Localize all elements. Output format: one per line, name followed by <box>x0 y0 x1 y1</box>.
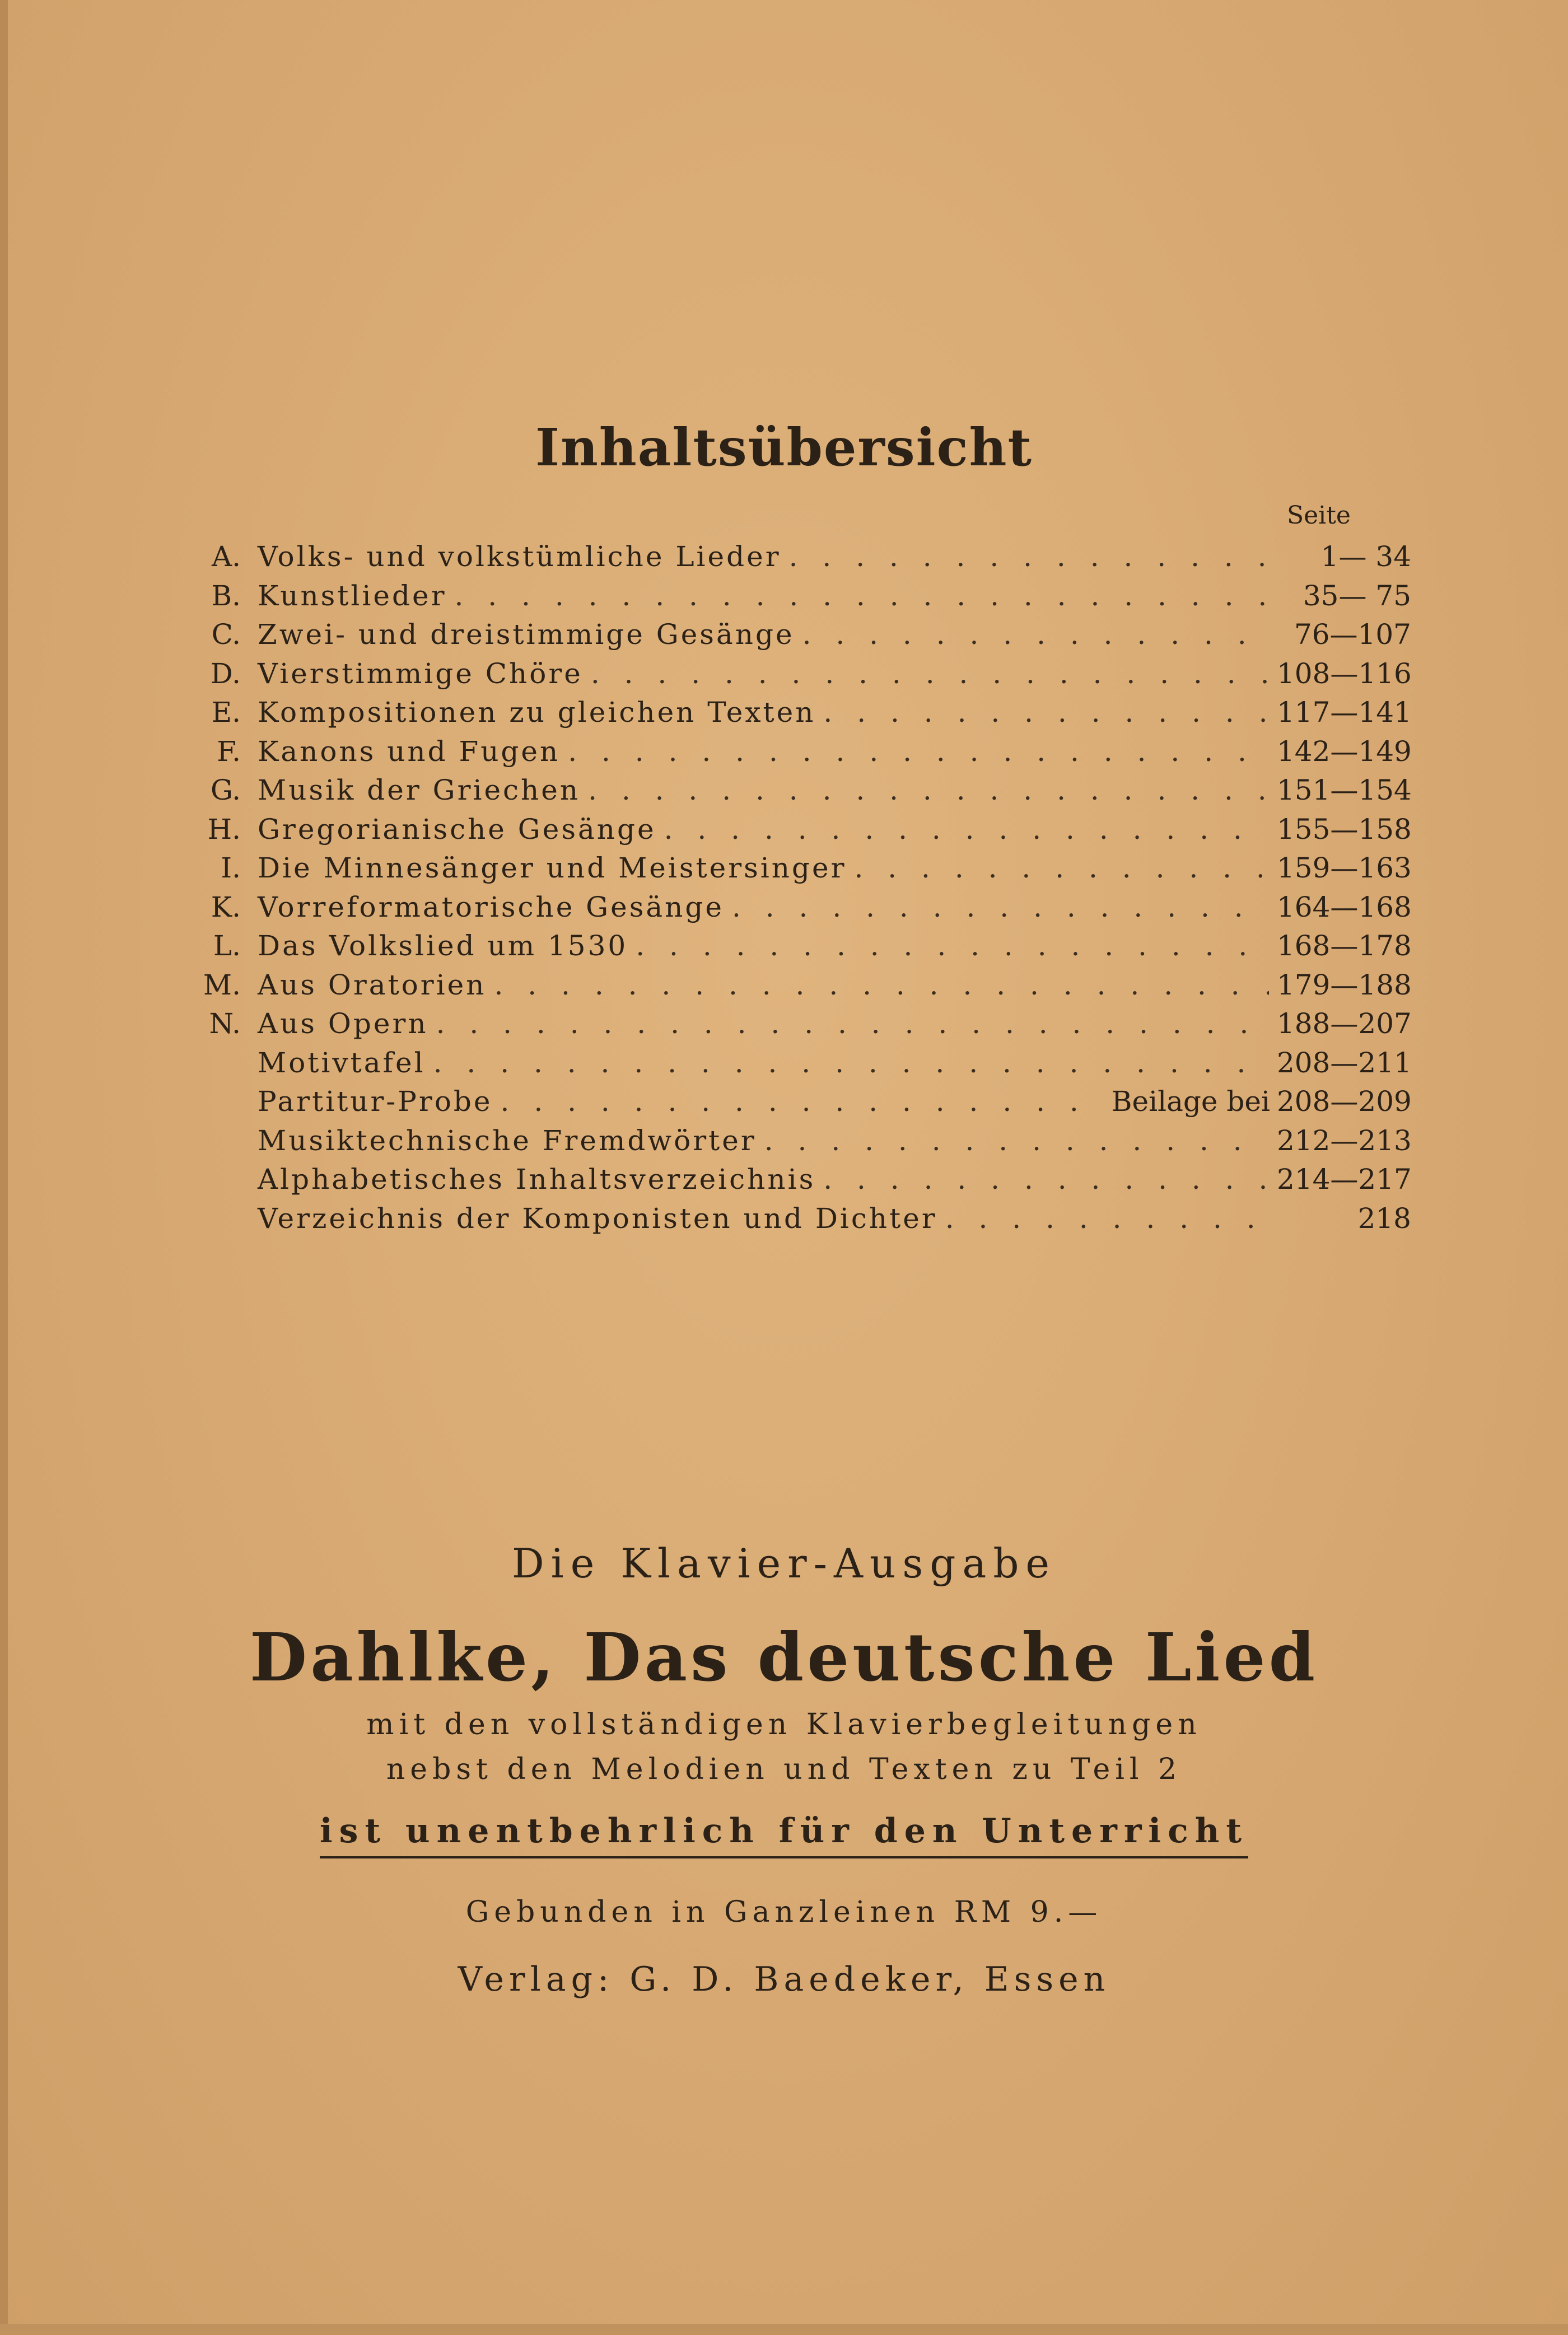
toc-title: Inhaltsübersicht <box>535 417 1033 478</box>
toc-entry-pages: 151—154 <box>1277 774 1412 806</box>
toc-entry-label: Volks- und volkstümliche Lieder <box>258 540 781 573</box>
toc-entry <box>202 655 1411 694</box>
toc-entry-label: Aus Opern <box>258 1007 428 1040</box>
toc-entry <box>202 1082 1411 1122</box>
toc-entry-label: Verzeichnis der Komponisten und Dichter <box>258 1202 937 1235</box>
toc-entry-leader-dots <box>664 810 1269 849</box>
toc-entry-label: Gregorianische Gesänge <box>258 812 656 846</box>
toc-entry <box>202 615 1411 655</box>
toc-entry-label: Kanons und Fugen <box>258 735 561 768</box>
advert-emphasis: ist unentbehrlich für den Unterricht <box>320 1811 1248 1858</box>
toc-entry-pages: 155—158 <box>1277 812 1412 846</box>
advert-subtitle-line1: mit den vollständigen Klavierbegleitungen <box>366 1708 1202 1741</box>
toc-entry-leader-dots <box>823 693 1269 732</box>
toc-entry-leader-dots <box>823 1160 1269 1199</box>
toc-entry-leader-dots <box>494 966 1269 1005</box>
toc-entry <box>202 1044 1411 1083</box>
toc-entry-letter: I. <box>221 852 241 884</box>
toc-entry-letter: K. <box>211 890 241 923</box>
toc-entry <box>202 538 1411 577</box>
toc-entry-letter: C. <box>211 618 241 651</box>
toc-entry-pages: 218 <box>1357 1202 1411 1235</box>
toc-entry-page-prefix: Beilage bei <box>1111 1085 1270 1118</box>
toc-entry-pages: 208—209 <box>1277 1085 1412 1118</box>
toc-entry-leader-dots <box>568 732 1269 772</box>
toc-entry <box>202 577 1411 616</box>
toc-entry-letter: E. <box>211 696 241 728</box>
toc-entry-label: Partitur-Probe <box>258 1085 493 1118</box>
toc-entry-label: Musik der Griechen <box>258 774 581 806</box>
toc-entry <box>202 771 1411 810</box>
toc-entry-label: Vorreformatorische Gesänge <box>258 890 724 923</box>
toc-entry-pages: 179—188 <box>1277 968 1412 1001</box>
toc-entry-letter: G. <box>210 774 241 806</box>
toc-entry <box>202 849 1411 888</box>
table-of-contents <box>202 538 1411 1238</box>
advert-emphasis-wrap <box>0 1811 1568 1858</box>
toc-entry-leader-dots <box>854 849 1269 888</box>
toc-entry-pages: 208—211 <box>1277 1046 1412 1079</box>
toc-entry-letter: N. <box>209 1007 241 1040</box>
advert-intro: Die Klavier-Ausgabe <box>511 1540 1057 1587</box>
advert-title: Dahlke, Das deutsche Lied <box>249 1618 1319 1696</box>
advert-subtitle-line2: nebst den Melodien und Texten zu Teil 2 <box>386 1753 1182 1786</box>
toc-entry-pages: 164—168 <box>1277 890 1412 923</box>
toc-entry-letter: M. <box>203 968 241 1001</box>
toc-entry <box>202 1160 1411 1199</box>
toc-entry <box>202 732 1411 772</box>
toc-entry-leader-dots <box>433 1044 1269 1083</box>
toc-entry-label: Musiktechnische Fremdwörter <box>258 1124 757 1157</box>
toc-entry-letter: H. <box>207 812 241 846</box>
toc-entry-leader-dots <box>501 1082 1104 1122</box>
toc-entry-label: Kompositionen zu gleichen Texten <box>258 696 816 728</box>
toc-entry-leader-dots <box>454 577 1269 616</box>
toc-entry-pages: 108—116 <box>1277 657 1412 690</box>
toc-entry-pages: 76—107 <box>1294 618 1411 651</box>
toc-entry-pages: 214—217 <box>1277 1163 1412 1195</box>
toc-entry <box>202 888 1411 927</box>
toc-entry-label: Kunstlieder <box>258 579 447 612</box>
toc-entry-pages: 159—163 <box>1277 852 1412 884</box>
toc-entry-label: Motivtafel <box>258 1046 426 1079</box>
toc-entry-letter: D. <box>210 657 241 690</box>
toc-entry-pages: 35— 75 <box>1303 579 1411 612</box>
toc-entry-label: Aus Oratorien <box>258 968 487 1001</box>
toc-entry <box>202 1122 1411 1161</box>
toc-entry-leader-dots <box>945 1199 1269 1239</box>
toc-entry-leader-dots <box>588 771 1269 810</box>
toc-entry <box>202 810 1411 849</box>
toc-entry-label: Die Minnesänger und Meistersinger <box>258 852 847 884</box>
toc-entry <box>202 693 1411 732</box>
toc-entry-leader-dots <box>802 615 1269 655</box>
toc-entry-leader-dots <box>591 655 1269 694</box>
toc-entry-leader-dots <box>732 888 1269 927</box>
advert-publisher: Verlag: G. D. Baedeker, Essen <box>458 1960 1110 1999</box>
toc-entry-pages: 142—149 <box>1277 735 1412 768</box>
toc-entry <box>202 1199 1411 1239</box>
toc-entry-pages: 212—213 <box>1277 1124 1412 1157</box>
toc-entry-label: Zwei- und dreistimmige Gesänge <box>258 618 795 651</box>
toc-entry <box>202 966 1411 1005</box>
toc-entry <box>202 927 1411 966</box>
toc-entry-label: Alphabetisches Inhaltsverzeichnis <box>258 1163 816 1195</box>
toc-entry-pages: 188—207 <box>1277 1007 1412 1040</box>
page-edge-bottom <box>0 2324 1568 2335</box>
toc-entry-leader-dots <box>789 538 1269 577</box>
advert-binding-price: Gebunden in Ganzleinen RM 9.— <box>465 1895 1103 1929</box>
toc-entry-letter: B. <box>211 579 241 612</box>
toc-entry-letter: A. <box>211 540 241 573</box>
toc-entry-letter: L. <box>213 930 241 962</box>
toc-entry-pages: 168—178 <box>1277 930 1412 962</box>
toc-entry-label: Vierstimmige Chöre <box>258 657 583 690</box>
toc-entry-leader-dots <box>764 1122 1269 1161</box>
toc-entry-leader-dots <box>636 927 1269 966</box>
toc-entry <box>202 1005 1411 1044</box>
toc-entry-pages: 1— 34 <box>1320 540 1411 573</box>
toc-entry-pages: 117—141 <box>1277 696 1412 728</box>
toc-entry-leader-dots <box>436 1005 1269 1044</box>
toc-entry-letter: F. <box>217 735 241 768</box>
toc-column-header: Seite <box>1287 501 1351 530</box>
toc-entry-label: Das Volkslied um 1530 <box>258 930 628 962</box>
